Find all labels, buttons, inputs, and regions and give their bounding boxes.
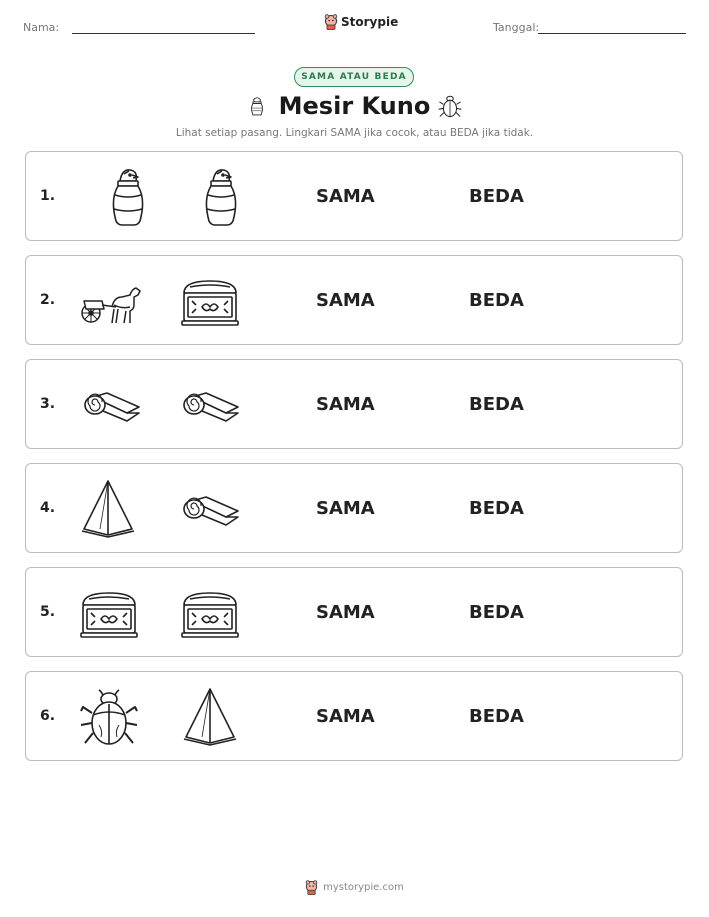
worksheet-type-badge: SAMA ATAU BEDA [294, 67, 414, 87]
question-row-5 [25, 567, 683, 657]
treasure-chest-icon [178, 581, 242, 645]
scarab-icon [437, 91, 463, 125]
question-row-3 [25, 359, 683, 449]
row-number: 3. [40, 396, 56, 412]
scroll-icon [178, 373, 242, 437]
footer [0, 880, 709, 895]
chariot-icon [78, 269, 142, 333]
option-same[interactable]: SAMA [316, 290, 375, 311]
option-different[interactable]: BEDA [469, 498, 524, 519]
option-different[interactable]: BEDA [469, 394, 524, 415]
option-different[interactable]: BEDA [469, 186, 524, 207]
option-different[interactable]: BEDA [469, 602, 524, 623]
date-line[interactable] [538, 33, 686, 34]
option-same[interactable]: SAMA [316, 186, 375, 207]
brand-logo [324, 14, 398, 30]
treasure-chest-icon [77, 581, 141, 645]
question-row-4 [25, 463, 683, 553]
question-row-1 [25, 151, 683, 241]
canopic-jar-icon [189, 165, 253, 229]
instructions: Lihat setiap pasang. Lingkari SAMA jika cocok, atau BEDA jika tidak. [175, 127, 534, 139]
row-number: 6. [40, 708, 56, 724]
option-different[interactable]: BEDA [469, 290, 524, 311]
row-number: 1. [40, 188, 56, 204]
option-same[interactable]: SAMA [316, 394, 375, 415]
page-title: Mesir Kuno [278, 92, 431, 120]
row-number: 4. [40, 500, 56, 516]
scarab-icon [77, 685, 141, 749]
pyramid-icon [76, 477, 140, 541]
row-number: 2. [40, 292, 56, 308]
footer-url[interactable]: mystorypie.com [323, 882, 404, 893]
date-label: Tanggal: [493, 21, 540, 34]
scroll-icon [178, 477, 242, 541]
storypie-mascot-icon [324, 14, 338, 30]
name-label: Nama: [23, 21, 60, 34]
brand-name: Storypie [341, 15, 399, 29]
canopic-jar-icon [96, 165, 160, 229]
row-number: 5. [40, 604, 56, 620]
scroll-icon [79, 373, 143, 437]
treasure-chest-icon [178, 269, 242, 333]
option-same[interactable]: SAMA [316, 602, 375, 623]
question-row-6 [25, 671, 683, 761]
name-line[interactable] [72, 33, 255, 34]
option-same[interactable]: SAMA [316, 706, 375, 727]
storypie-mascot-icon [305, 880, 318, 895]
option-different[interactable]: BEDA [469, 706, 524, 727]
pyramid-icon [178, 685, 242, 749]
option-same[interactable]: SAMA [316, 498, 375, 519]
question-row-2 [25, 255, 683, 345]
